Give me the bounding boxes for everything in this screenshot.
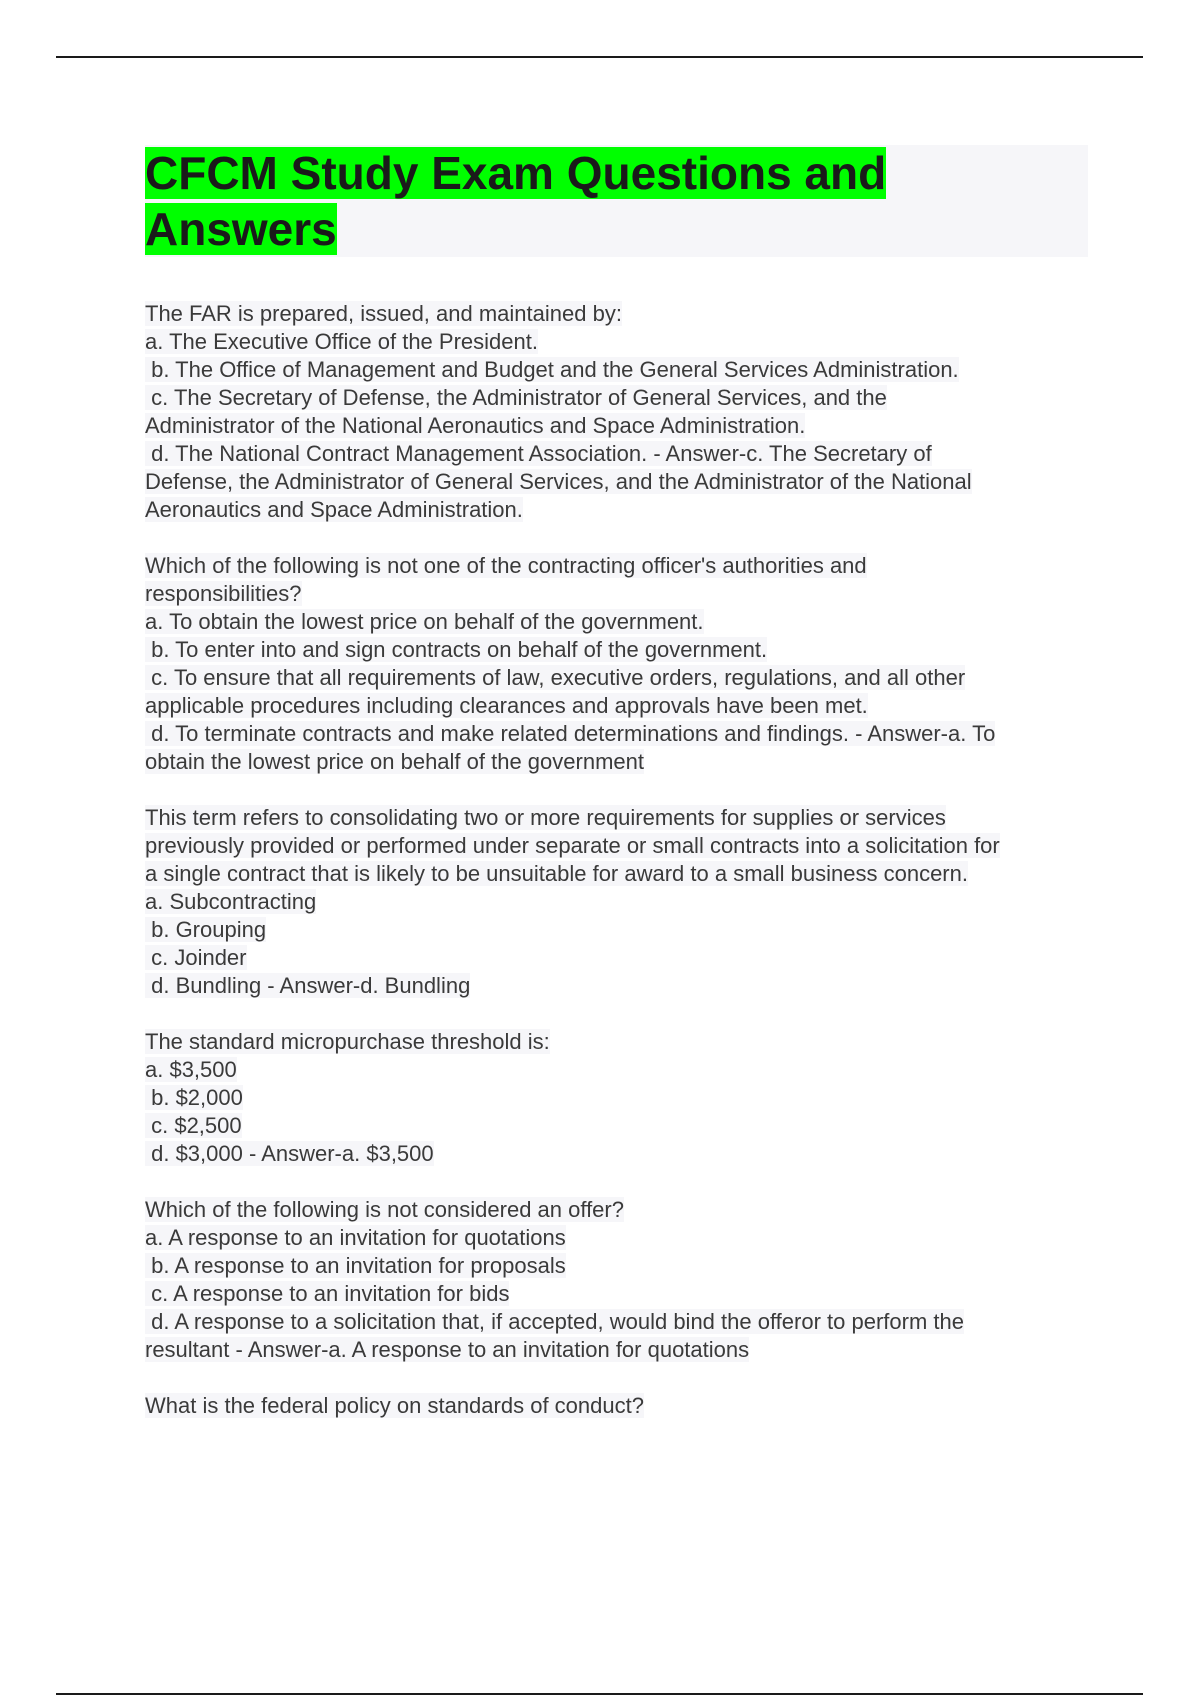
question-block — [145, 804, 1100, 1000]
question-text: resultant - Answer-a. A response to an invitation for quotations — [145, 1337, 750, 1362]
question-text-line — [145, 860, 1100, 888]
question-text: Administrator of the National Aeronautics and Space Administration. — [145, 413, 806, 438]
question-text-line — [145, 328, 1100, 356]
title-block — [145, 145, 1088, 257]
question-text-line — [145, 664, 1100, 692]
question-block — [145, 300, 1100, 524]
question-text: c. The Secretary of Defense, the Administrator of General Services, and the — [145, 385, 887, 410]
question-text: d. Bundling - Answer-d. Bundling — [145, 973, 471, 998]
question-text-line — [145, 692, 1100, 720]
question-text-line — [145, 1112, 1100, 1140]
question-text-line — [145, 1280, 1100, 1308]
question-text: applicable procedures including clearances and approvals have been met. — [145, 693, 868, 718]
question-block — [145, 1196, 1100, 1364]
question-text-line — [145, 944, 1100, 972]
question-text: a single contract that is likely to be unsuitable for award to a small business concern. — [145, 861, 968, 886]
question-text-line — [145, 972, 1100, 1000]
question-text-line — [145, 748, 1100, 776]
question-text-line — [145, 804, 1100, 832]
question-text-line — [145, 1224, 1100, 1252]
question-text: responsibilities? — [145, 581, 302, 606]
top-rule — [56, 56, 1143, 58]
question-text: Aeronautics and Space Administration. — [145, 497, 523, 522]
question-text: a. $3,500 — [145, 1057, 237, 1082]
question-text-line — [145, 1028, 1100, 1056]
question-text: b. Grouping — [145, 917, 267, 942]
questions-list — [145, 300, 1100, 1448]
question-text: d. To terminate contracts and make related determinations and findings. - Answer-a. To — [145, 721, 996, 746]
question-text: The standard micropurchase threshold is: — [145, 1029, 550, 1054]
question-text-line — [145, 916, 1100, 944]
question-text: b. $2,000 — [145, 1085, 243, 1110]
question-text-line — [145, 580, 1100, 608]
question-text: b. The Office of Management and Budget and the General Services Administration. — [145, 357, 959, 382]
question-text-line — [145, 888, 1100, 916]
question-text: What is the federal policy on standards of conduct? — [145, 1393, 644, 1418]
question-text-line — [145, 1336, 1100, 1364]
question-text: This term refers to consolidating two or more requirements for supplies or services — [145, 805, 946, 830]
question-text-line — [145, 1392, 1100, 1420]
question-text: b. A response to an invitation for proposals — [145, 1253, 566, 1278]
question-text: d. A response to a solicitation that, if accepted, would bind the offeror to perform the — [145, 1309, 964, 1334]
question-text-line — [145, 1252, 1100, 1280]
question-block — [145, 552, 1100, 776]
document-title — [145, 145, 945, 257]
question-text: c. To ensure that all requirements of law, executive orders, regulations, and all other — [145, 665, 966, 690]
question-text-line — [145, 300, 1100, 328]
question-text-line — [145, 1140, 1100, 1168]
question-text: c. Joinder — [145, 945, 247, 970]
question-text-line — [145, 636, 1100, 664]
question-text-line — [145, 608, 1100, 636]
question-block — [145, 1028, 1100, 1168]
question-text-line — [145, 1084, 1100, 1112]
question-text-line — [145, 412, 1100, 440]
question-text-line — [145, 468, 1100, 496]
question-text: Defense, the Administrator of General Services, and the Administrator of the National — [145, 469, 972, 494]
question-text-line — [145, 1196, 1100, 1224]
question-text-line — [145, 356, 1100, 384]
question-text: a. To obtain the lowest price on behalf of the government. — [145, 609, 704, 634]
question-text: a. The Executive Office of the President. — [145, 329, 538, 354]
question-text: a. Subcontracting — [145, 889, 317, 914]
bottom-rule — [56, 1693, 1143, 1695]
question-text-line — [145, 440, 1100, 468]
title-line-2: Answers — [145, 203, 337, 255]
question-text: previously provided or performed under separate or small contracts into a solicitation for — [145, 833, 1000, 858]
question-text: obtain the lowest price on behalf of the government — [145, 749, 644, 774]
question-text: c. $2,500 — [145, 1113, 242, 1138]
question-text: The FAR is prepared, issued, and maintained by: — [145, 301, 622, 326]
question-text: a. A response to an invitation for quotations — [145, 1225, 566, 1250]
question-text-line — [145, 552, 1100, 580]
question-text: Which of the following is not considered an offer? — [145, 1197, 624, 1222]
question-text-line — [145, 1308, 1100, 1336]
question-text-line — [145, 1056, 1100, 1084]
question-text: d. The National Contract Management Association. - Answer-c. The Secretary of — [145, 441, 932, 466]
question-text-line — [145, 720, 1100, 748]
question-text: b. To enter into and sign contracts on behalf of the government. — [145, 637, 768, 662]
title-line-1: CFCM Study Exam Questions and — [145, 147, 887, 199]
question-text: d. $3,000 - Answer-a. $3,500 — [145, 1141, 434, 1166]
question-text-line — [145, 384, 1100, 412]
question-block — [145, 1392, 1100, 1420]
question-text-line — [145, 832, 1100, 860]
question-text: c. A response to an invitation for bids — [145, 1281, 510, 1306]
question-text-line — [145, 496, 1100, 524]
question-text: Which of the following is not one of the contracting officer's authorities and — [145, 553, 867, 578]
